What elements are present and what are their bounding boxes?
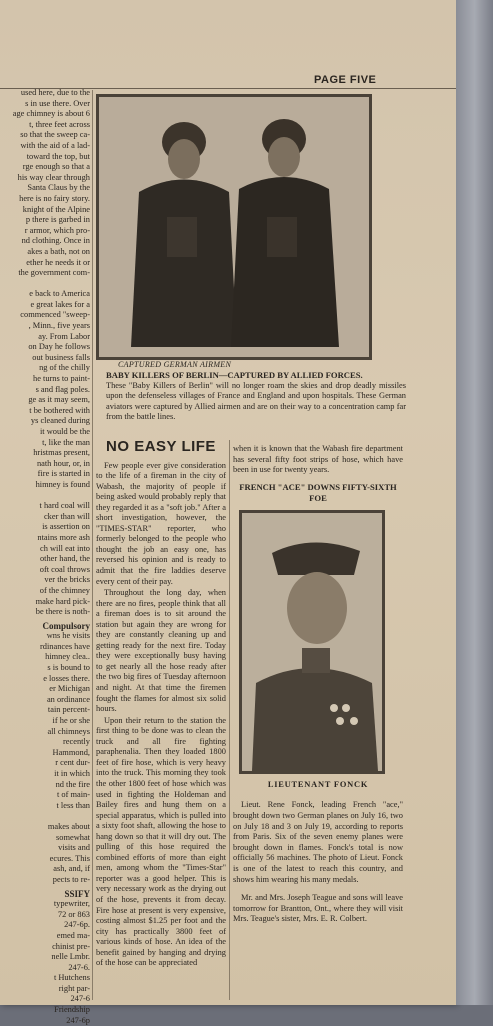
left-column-line: tain percent-	[47, 705, 90, 715]
left-column-line: ge as it may seem,	[28, 395, 90, 405]
left-column-line: out business falls	[32, 352, 90, 362]
airmen-photo-title: BABY KILLERS OF BERLIN—CAPTURED BY ALLIED FORCES.	[106, 370, 363, 380]
left-column-line: emed ma-	[56, 930, 90, 940]
left-column-line: Santa Claus by the	[27, 183, 90, 193]
article-headline: NO EASY LIFE	[106, 438, 216, 455]
left-column-line: rdinances have	[40, 641, 90, 651]
left-column-line: 247-6p	[66, 1015, 90, 1025]
left-column-line: it in which	[54, 769, 90, 778]
left-column-line: , Minn., five years	[28, 321, 90, 331]
left-column-line: p there is garbed in	[25, 215, 90, 225]
left-column-line: age chimney is about 6	[12, 109, 90, 119]
left-column-line: himney is found	[35, 479, 90, 489]
left-column-line: hristmas present,	[33, 448, 90, 458]
left-column-line	[0, 491, 90, 502]
left-column-heading-compulsory: Compulsory	[42, 620, 90, 631]
left-column-line: right par-	[58, 983, 90, 993]
left-column-line: fire is started in	[37, 469, 90, 479]
left-column-line: recently	[63, 737, 90, 747]
left-column-line: 72 or 863	[57, 909, 90, 919]
left-column-line: if he or she	[52, 716, 90, 726]
left-column-line: he turns to paint-	[33, 374, 90, 384]
airmen-photo-text: These "Baby Killers of Berlin" will no longer roam the skies and drop deadly missiles upon the defenseless villages of France and England and upon hospitals. These German aviators were captured by Allied airmen and are on their way to a concentration camp far from the battle lines.	[106, 381, 406, 422]
left-column-line: ether he needs it or	[26, 257, 90, 267]
left-column-lines-1	[0, 88, 90, 618]
left-column-line: t be bothered with	[29, 405, 90, 415]
left-column-line: so that the sweep ca-	[20, 130, 90, 140]
left-column-line: t, three feet across	[29, 119, 90, 129]
left-column-line: s is bound to	[47, 663, 90, 673]
left-column-line: ntains more ash	[37, 532, 90, 542]
column-divider-left	[92, 90, 93, 1000]
left-column-line: himney clea..	[45, 652, 90, 662]
left-column-line: s in use there. Over	[25, 98, 90, 108]
left-column-line: akes a bath, not on	[27, 246, 90, 256]
left-column-line	[0, 279, 90, 290]
left-column-line: here is no fairy story.	[19, 193, 90, 203]
left-column-line: ng of the chilly	[39, 363, 90, 373]
article-paragraph-3: Upon their return to the station the first thing to be done was to clean the truck and all fire fighting paraphenalia. Then they loaded 1800 feet of fire hose, which is very heavy into the truck. This morning they took the other 1800 feet of hose which was used in fighting the Holdeman and Bailey fires and hung them on a special apparatus, which is pulled into a sixty foot shaft, allowing the hose to hang down so that it will dry out. The pulling of this hose required the combined efforts of more than eight men, among whom the "Times-Star" reporter was a good helper. This is very necessary work as the drying out of the hose, prevents it from decay. Fire hose at present is very expensive, costing almost $1.25 per foot and the city has practically 3800 feet of various kinds of hose. An idea of the benefit gained by hanging and drying of the hose can be appreciated	[96, 715, 226, 968]
left-column-line: all chimneys	[47, 726, 90, 736]
left-column-heading-classify: SSIFY	[64, 888, 90, 899]
left-column-line: r armor, which pro-	[24, 225, 90, 235]
right-column	[233, 444, 403, 925]
fonck-photo-image	[242, 513, 382, 771]
left-column-line: oft coal throws	[39, 564, 90, 574]
left-column	[0, 88, 92, 1025]
article-continuation: when it is known that the Wabash fire department has several fifty foot strips of hose, which have been in use for twenty years.	[233, 444, 403, 475]
left-column-line: ver the bricks	[44, 575, 90, 585]
left-column-line: t hard coal will	[39, 501, 90, 511]
left-column-line: ys cleaned during	[30, 416, 90, 426]
left-column-line: typewriter,	[53, 899, 90, 909]
airmen-photo-image	[99, 97, 369, 357]
left-column-line: of the chimney	[39, 585, 90, 595]
left-column-line: t of main-	[56, 790, 90, 800]
left-column-line: e losses there.	[43, 673, 90, 683]
background-edge	[456, 0, 493, 1005]
fonck-photo-caption: LIEUTENANT FONCK	[267, 779, 369, 789]
left-column-line: an ordinance	[46, 694, 90, 704]
left-column-line: other hand, the	[39, 554, 90, 564]
left-column-line: makes about	[47, 821, 90, 831]
left-column-line: pects to re-	[52, 874, 90, 884]
left-column-line: be there is noth-	[35, 607, 90, 617]
left-column-line: t Hutchens	[53, 973, 90, 983]
left-column-line: er Michigan	[49, 684, 90, 694]
left-column-line: with the aid of a lad-	[20, 140, 90, 150]
left-column-line: 247-6.	[68, 962, 90, 972]
left-column-line: wns he visits	[46, 631, 90, 641]
left-column-line: e back to America	[29, 289, 90, 299]
teague-news-text: Mr. and Mrs. Joseph Teague and sons will leave tomorrow for Brantton, Ont., where they will visit Mrs. Teague's sister, Mrs. E. R. Colbert.	[233, 893, 403, 924]
left-column-line: knight of the Alpine	[22, 204, 90, 214]
left-column-line: s and flag poles.	[35, 384, 90, 394]
left-column-line: commenced "sweep-	[20, 310, 90, 320]
left-column-line: make hard pick-	[35, 596, 90, 606]
article-no-easy-life	[96, 440, 226, 970]
left-column-line: nd clothing. Once in	[21, 236, 90, 246]
left-column-line: t, like the man	[42, 437, 90, 447]
left-column-line: cker than will	[43, 511, 90, 521]
left-column-line: ay. From Labor	[38, 331, 90, 341]
left-column-line: nelle Lmbr.	[51, 952, 90, 962]
left-column-line: ecures. This	[49, 853, 90, 863]
left-column-lines-3	[0, 899, 90, 1026]
article-paragraph-1: Few people ever give consideration to the life of a fireman in the city of Wabash, the majority of people if being asked would probably reply that they regarded it as a "soft job." After a short investigation, however, the "TIMES-STAR" reporter, who formerly belonged to the people who thought the job an easy one, has reversed his opinion and is ready to admit that the fire laddies deserve every cent of their pay.	[96, 460, 226, 586]
left-column-line: the government com-	[18, 268, 90, 278]
left-column-lines-2	[0, 631, 90, 885]
fonck-photo	[239, 510, 385, 774]
left-column-line: t less than	[56, 800, 90, 810]
left-column-line	[0, 811, 90, 822]
fonck-subhead: FRENCH "ACE" DOWNS FIFTY-SIXTH FOE	[239, 481, 397, 503]
page-label: PAGE FIVE	[314, 74, 377, 86]
left-column-line: Hammond,	[52, 747, 90, 757]
article-paragraph-2: Throughout the long day, when there are no fires, people think that all a fireman does is to sit around the station but again they are wrong for they are constantly cleaning up and getting ready for the next fire. Today they were exceptionally busy having to get nearly all the hose ready after the two big fires of Tuesday afternoon and night. At that time the firemen fought the flames for almost six solid hours.	[96, 588, 226, 714]
left-column-line: is assertion on	[42, 522, 90, 532]
fonck-article-text: Lieut. Rene Fonck, leading French "ace," brought down two German planes on July 16, two on July 18 and 3 on July 19, according to reports from Paris. Six of the seven enemy planes were brought down in flames. Fonck's total is now officially 56 machines. The photo of Lieut. Fonck is one of the latest to reach this country, and shows him wearing his many medals.	[233, 800, 403, 884]
left-column-line: visits and	[58, 843, 90, 853]
left-column-line: his way clear through	[17, 172, 90, 182]
left-column-line: nd the fire	[55, 779, 90, 789]
captured-airmen-photo	[96, 94, 372, 360]
airmen-handwritten-caption: CAPTURED GERMAN AIRMEN	[118, 360, 232, 369]
left-column-line: ash, and, if	[53, 864, 90, 874]
left-column-line: somewhat	[56, 832, 90, 842]
left-column-line: 247-6p.	[64, 920, 90, 930]
left-column-line: on Day he follows	[28, 342, 90, 352]
column-divider-mid	[229, 440, 230, 1000]
left-column-line: 247-6	[70, 994, 90, 1004]
left-column-line: toward the top, but	[26, 151, 90, 161]
left-column-line: rge enough so that a	[22, 162, 90, 172]
left-column-line: chinist pre-	[52, 941, 90, 951]
left-column-line: r cent dur-	[55, 758, 90, 768]
left-column-line: used here, due to the	[20, 88, 90, 97]
left-column-line: ch will eat into	[39, 543, 90, 553]
left-column-line: Friendship	[54, 1005, 90, 1015]
left-column-line: nath hour, or, in	[36, 458, 90, 468]
left-column-line: e great lakes for a	[30, 299, 90, 309]
left-column-line: it would be the	[39, 427, 90, 436]
